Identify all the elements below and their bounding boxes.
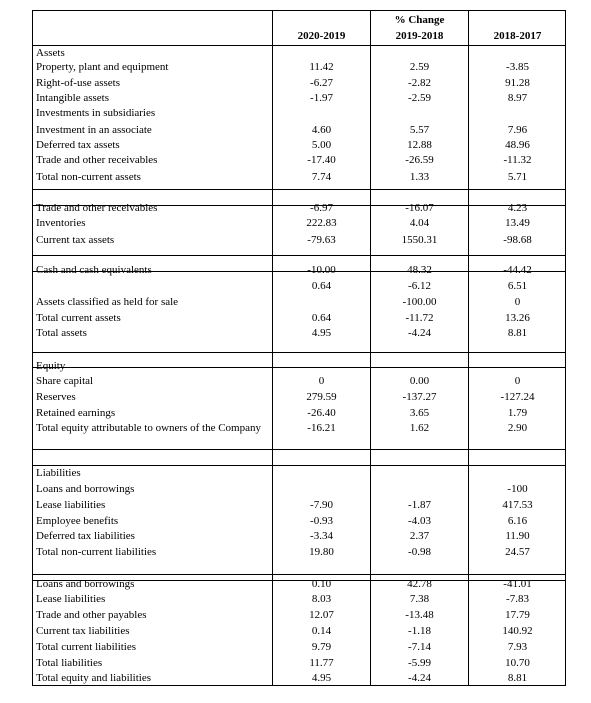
cell-value: -6.12 (408, 280, 431, 292)
column-header-2018-2017: 2018-2017 (493, 30, 542, 42)
cell-value: 4.95 (311, 327, 332, 339)
column-header-2019-2018: 2019-2018 (395, 30, 444, 42)
cell-value: -26.59 (405, 154, 434, 166)
cell-value: 8.97 (507, 92, 528, 104)
cell-value: 4.60 (311, 124, 332, 136)
row-label: Total current assets (36, 312, 121, 324)
cell-value: 7.93 (507, 641, 528, 653)
cell-value: 17.79 (505, 609, 530, 621)
section-divider (33, 352, 565, 353)
cell-value: 7.74 (311, 171, 332, 183)
row-label: Reserves (36, 391, 76, 403)
row-label: Inventories (36, 217, 86, 229)
cell-value: -26.40 (307, 407, 336, 419)
cell-value: 13.49 (505, 217, 530, 229)
cell-value: 5.71 (507, 171, 528, 183)
cell-value: 279.59 (306, 391, 337, 403)
cell-value: 11.90 (505, 530, 530, 542)
cell-value: -79.63 (307, 234, 336, 246)
cell-value: 11.77 (309, 657, 334, 669)
row-label: Current tax assets (36, 234, 115, 246)
cell-value: 11.42 (309, 61, 334, 73)
cell-value: 0.00 (409, 375, 430, 387)
cell-value: 417.53 (502, 499, 533, 511)
cell-value: 222.83 (306, 217, 337, 229)
row-label: Loans and borrowings (36, 483, 135, 495)
cell-value: 1.33 (409, 171, 430, 183)
row-label: Lease liabilities (36, 593, 106, 605)
cell-value: -7.83 (506, 593, 529, 605)
cell-value: -2.59 (408, 92, 431, 104)
cell-value: 6.16 (507, 515, 528, 527)
cell-value: -5.99 (408, 657, 431, 669)
row-label: Liabilities (36, 467, 81, 479)
cell-value: -100 (507, 483, 528, 495)
row-label: Employee benefits (36, 515, 119, 527)
row-label: Total equity attributable to owners of the Company (36, 422, 261, 434)
cell-value: 13.26 (505, 312, 530, 324)
section-divider (33, 574, 565, 575)
row-label: Retained earnings (36, 407, 116, 419)
cell-value: 0.64 (311, 312, 332, 324)
row-label: Lease liabilities (36, 499, 106, 511)
cell-value: 3.65 (409, 407, 430, 419)
cell-value: -16.21 (307, 422, 336, 434)
row-label: Deferred tax assets (36, 139, 120, 151)
cell-value: 140.92 (502, 625, 533, 637)
cell-value: 2.37 (409, 530, 430, 542)
cell-value: 91.28 (505, 77, 530, 89)
cell-value: 5.00 (311, 139, 332, 151)
row-label: Total non-current assets (36, 171, 141, 183)
cell-value: 0 (514, 296, 521, 308)
cell-value: 0.64 (311, 280, 332, 292)
cell-value: 4.04 (409, 217, 430, 229)
column-header-2020-2019: 2020-2019 (297, 30, 346, 42)
cell-value: -1.18 (408, 625, 431, 637)
row-label: Trade and other receivables (36, 154, 158, 166)
financial-table (32, 10, 566, 686)
cell-value: 7.96 (507, 124, 528, 136)
section-divider (33, 465, 565, 466)
cell-value: 7.38 (409, 593, 430, 605)
cell-value: 2.90 (507, 422, 528, 434)
cell-value: 8.81 (507, 672, 528, 684)
cell-value: 10.70 (505, 657, 530, 669)
cell-value: -6.97 (310, 202, 333, 214)
section-divider (33, 255, 565, 256)
cell-value: -7.90 (310, 499, 333, 511)
section-divider (33, 45, 565, 46)
cell-value: 0.10 (311, 578, 332, 590)
header-group-title: % Change (394, 14, 445, 26)
row-label: Assets classified as held for sale (36, 296, 179, 308)
cell-value: 42.78 (407, 578, 432, 590)
row-label: Investment in an associate (36, 124, 152, 136)
cell-value: -1.87 (408, 499, 431, 511)
cell-value: -41.01 (503, 578, 532, 590)
cell-value: 0 (318, 375, 325, 387)
row-label: Property, plant and equipment (36, 61, 169, 73)
cell-value: 4.23 (507, 202, 528, 214)
row-label: Right-of-use assets (36, 77, 121, 89)
cell-value: 1550.31 (401, 234, 438, 246)
cell-value: 48.32 (407, 264, 432, 276)
row-label: Cash and cash equivalents (36, 264, 152, 276)
row-label: Total assets (36, 327, 87, 339)
cell-value: 5.57 (409, 124, 430, 136)
cell-value: -100.00 (402, 296, 437, 308)
cell-value: -13.48 (405, 609, 434, 621)
cell-value: 12.88 (407, 139, 432, 151)
cell-value: 0.14 (311, 625, 332, 637)
row-label: Assets (36, 47, 65, 59)
cell-value: -0.98 (408, 546, 431, 558)
cell-value: -7.14 (408, 641, 431, 653)
row-label: Trade and other receivables (36, 202, 158, 214)
row-label: Investments in subsidiaries (36, 107, 156, 119)
cell-value: -2.82 (408, 77, 431, 89)
cell-value: 12.07 (309, 609, 334, 621)
cell-value: -137.27 (402, 391, 437, 403)
cell-value: -98.68 (503, 234, 532, 246)
row-label: Deferred tax liabilities (36, 530, 135, 542)
cell-value: 8.81 (507, 327, 528, 339)
cell-value: -16.07 (405, 202, 434, 214)
cell-value: -4.03 (408, 515, 431, 527)
row-label: Current tax liabilities (36, 625, 130, 637)
cell-value: -1.97 (310, 92, 333, 104)
section-divider (33, 189, 565, 190)
cell-value: 0 (514, 375, 521, 387)
cell-value: 24.57 (505, 546, 530, 558)
cell-value: -127.24 (500, 391, 535, 403)
cell-value: 19.80 (309, 546, 334, 558)
row-label: Total non-current liabilities (36, 546, 157, 558)
cell-value: 6.51 (507, 280, 528, 292)
row-label: Equity (36, 360, 66, 372)
row-label: Trade and other payables (36, 609, 147, 621)
cell-value: -4.24 (408, 672, 431, 684)
cell-value: -4.24 (408, 327, 431, 339)
cell-value: -10.00 (307, 264, 336, 276)
cell-value: -44.42 (503, 264, 532, 276)
cell-value: 48.96 (505, 139, 530, 151)
row-label: Total current liabilities (36, 641, 137, 653)
cell-value: -6.27 (310, 77, 333, 89)
cell-value: 2.59 (409, 61, 430, 73)
row-label: Total liabilities (36, 657, 103, 669)
cell-value: 8.03 (311, 593, 332, 605)
row-label: Intangible assets (36, 92, 110, 104)
cell-value: -17.40 (307, 154, 336, 166)
row-label: Loans and borrowings (36, 578, 135, 590)
row-label: Total equity and liabilities (36, 672, 152, 684)
section-divider (33, 367, 565, 368)
cell-value: 1.62 (409, 422, 430, 434)
cell-value: -11.72 (405, 312, 434, 324)
row-label: Share capital (36, 375, 94, 387)
cell-value: -3.85 (506, 61, 529, 73)
cell-value: 1.79 (507, 407, 528, 419)
cell-value: 4.95 (311, 672, 332, 684)
cell-value: -3.34 (310, 530, 333, 542)
cell-value: -11.32 (503, 154, 532, 166)
cell-value: 9.79 (311, 641, 332, 653)
cell-value: -0.93 (310, 515, 333, 527)
section-divider (33, 449, 565, 450)
